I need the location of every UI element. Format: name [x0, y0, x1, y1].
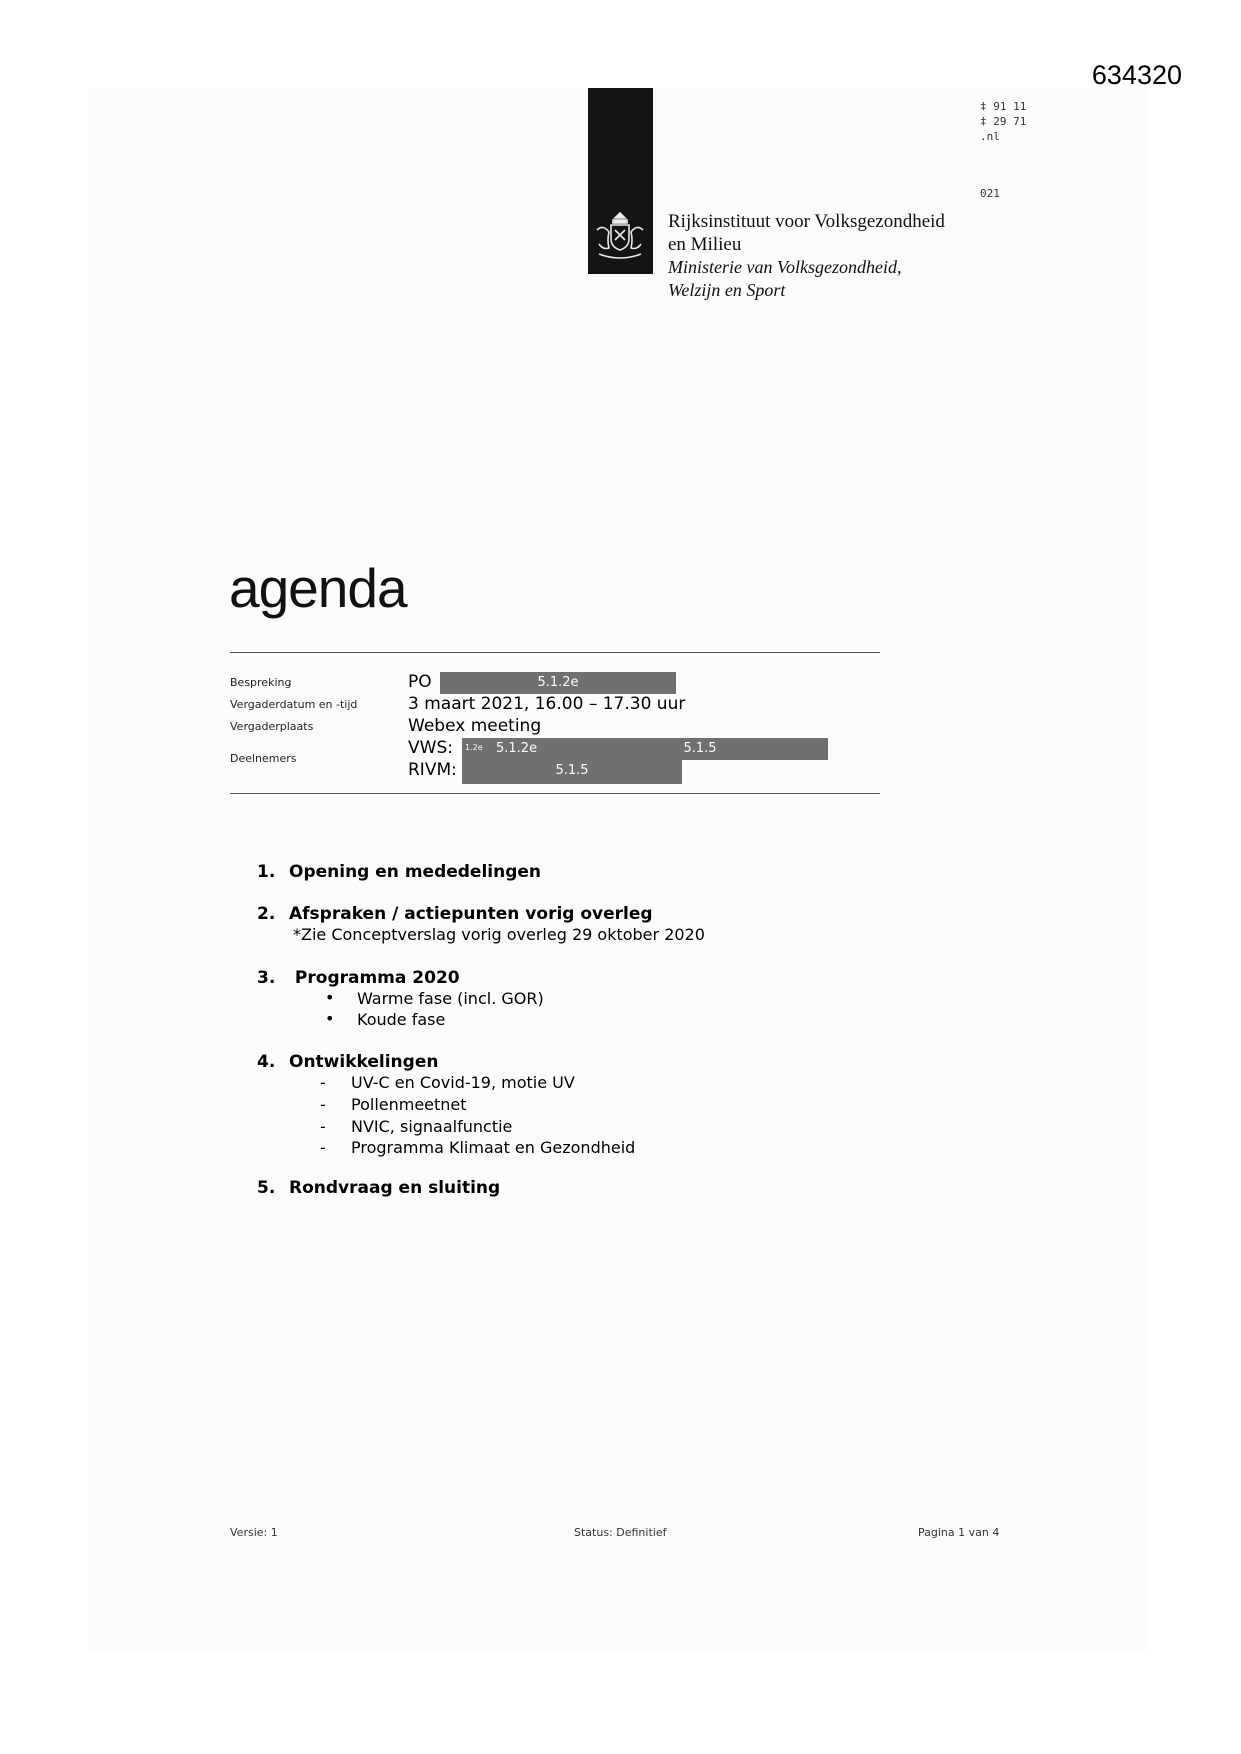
agenda-item-4-dash-1: UV-C en Covid-19, motie UV	[351, 1073, 575, 1092]
agenda-item-label: Afspraken / actiepunten vorig overleg	[289, 904, 653, 924]
contact-details	[980, 99, 1026, 144]
agenda-item-2	[257, 904, 653, 924]
agenda-item-4-dash-4: Programma Klimaat en Gezondheid	[351, 1138, 636, 1157]
agenda-item-label: Opening en mededelingen	[289, 862, 542, 882]
deelnemers-vws: VWS:	[408, 738, 453, 758]
redaction-vws-2: 5.1.5	[572, 738, 828, 760]
redaction-bespreking: 5.1.2e	[440, 672, 676, 694]
deelnemers-label: Deelnemers	[230, 752, 297, 765]
redaction-rivm: 5.1.5	[462, 760, 682, 784]
document-page	[88, 88, 1150, 1654]
deelnemers-rivm: RIVM:	[408, 760, 457, 780]
agenda-item-4-dash-3: NVIC, signaalfunctie	[351, 1117, 513, 1136]
agenda-item-label: Programma 2020	[294, 968, 460, 988]
top-divider	[230, 652, 880, 653]
bottom-divider	[230, 793, 880, 794]
organization-name	[668, 210, 945, 302]
datum-value: 3 maart 2021, 16.00 – 17.30 uur	[408, 694, 686, 714]
agenda-item-2-note: *Zie Conceptverslag vorig overleg 29 oktober 2020	[293, 925, 705, 944]
agenda-item-1	[257, 862, 541, 882]
org-line-2: en Milieu	[668, 234, 742, 255]
agenda-item-3	[257, 968, 460, 988]
contact-line-1: ‡ 91 11	[980, 100, 1027, 113]
dash-icon: -	[320, 1138, 326, 1157]
agenda-item-label: Rondvraag en sluiting	[289, 1178, 501, 1198]
agenda-item-3-bullet-2: Koude fase	[357, 1010, 446, 1029]
plaats-value: Webex meeting	[408, 716, 542, 736]
agenda-item-5	[257, 1178, 500, 1198]
agenda-item-number: 1.	[257, 862, 276, 882]
footer-status: Status: Definitief	[574, 1526, 667, 1539]
plaats-label: Vergaderplaats	[230, 720, 314, 733]
bespreking-label: Bespreking	[230, 676, 292, 689]
redaction-vws-1: 5.1.2e	[462, 738, 572, 760]
contact-line-4: 021	[980, 187, 1000, 200]
agenda-item-number: 4.	[257, 1052, 276, 1072]
coat-of-arms-icon	[591, 210, 649, 262]
page-title: agenda	[229, 557, 407, 619]
agenda-item-number: 3.	[257, 968, 276, 988]
document-number: 634320	[1091, 60, 1182, 90]
agenda-item-4	[257, 1052, 438, 1072]
org-line-1: Rijksinstituut voor Volksgezondheid	[668, 211, 945, 232]
org-line-4: Welzijn en Sport	[668, 280, 786, 300]
agenda-item-4-dash-2: Pollenmeetnet	[351, 1095, 467, 1114]
agenda-item-3-bullet-1: Warme fase (incl. GOR)	[357, 989, 544, 1008]
dash-icon: -	[320, 1073, 326, 1092]
logo-bar	[588, 88, 653, 274]
agenda-item-number: 2.	[257, 904, 276, 924]
footer-version: Versie: 1	[230, 1526, 278, 1539]
org-line-3: Ministerie van Volksgezondheid,	[668, 257, 902, 277]
bullet-icon: •	[325, 988, 335, 1007]
datum-label: Vergaderdatum en -tijd	[230, 698, 358, 711]
contact-line-2: ‡ 29 71	[980, 115, 1027, 128]
footer-page-number: Pagina 1 van 4	[918, 1526, 1000, 1539]
bespreking-value: PO	[408, 672, 432, 692]
redaction-vws-small: 1.2e	[465, 743, 483, 752]
dash-icon: -	[320, 1117, 326, 1136]
agenda-item-label: Ontwikkelingen	[289, 1052, 439, 1072]
agenda-item-number: 5.	[257, 1178, 276, 1198]
bullet-icon: •	[325, 1009, 335, 1028]
contact-line-3: .nl	[980, 130, 1000, 143]
dash-icon: -	[320, 1095, 326, 1114]
